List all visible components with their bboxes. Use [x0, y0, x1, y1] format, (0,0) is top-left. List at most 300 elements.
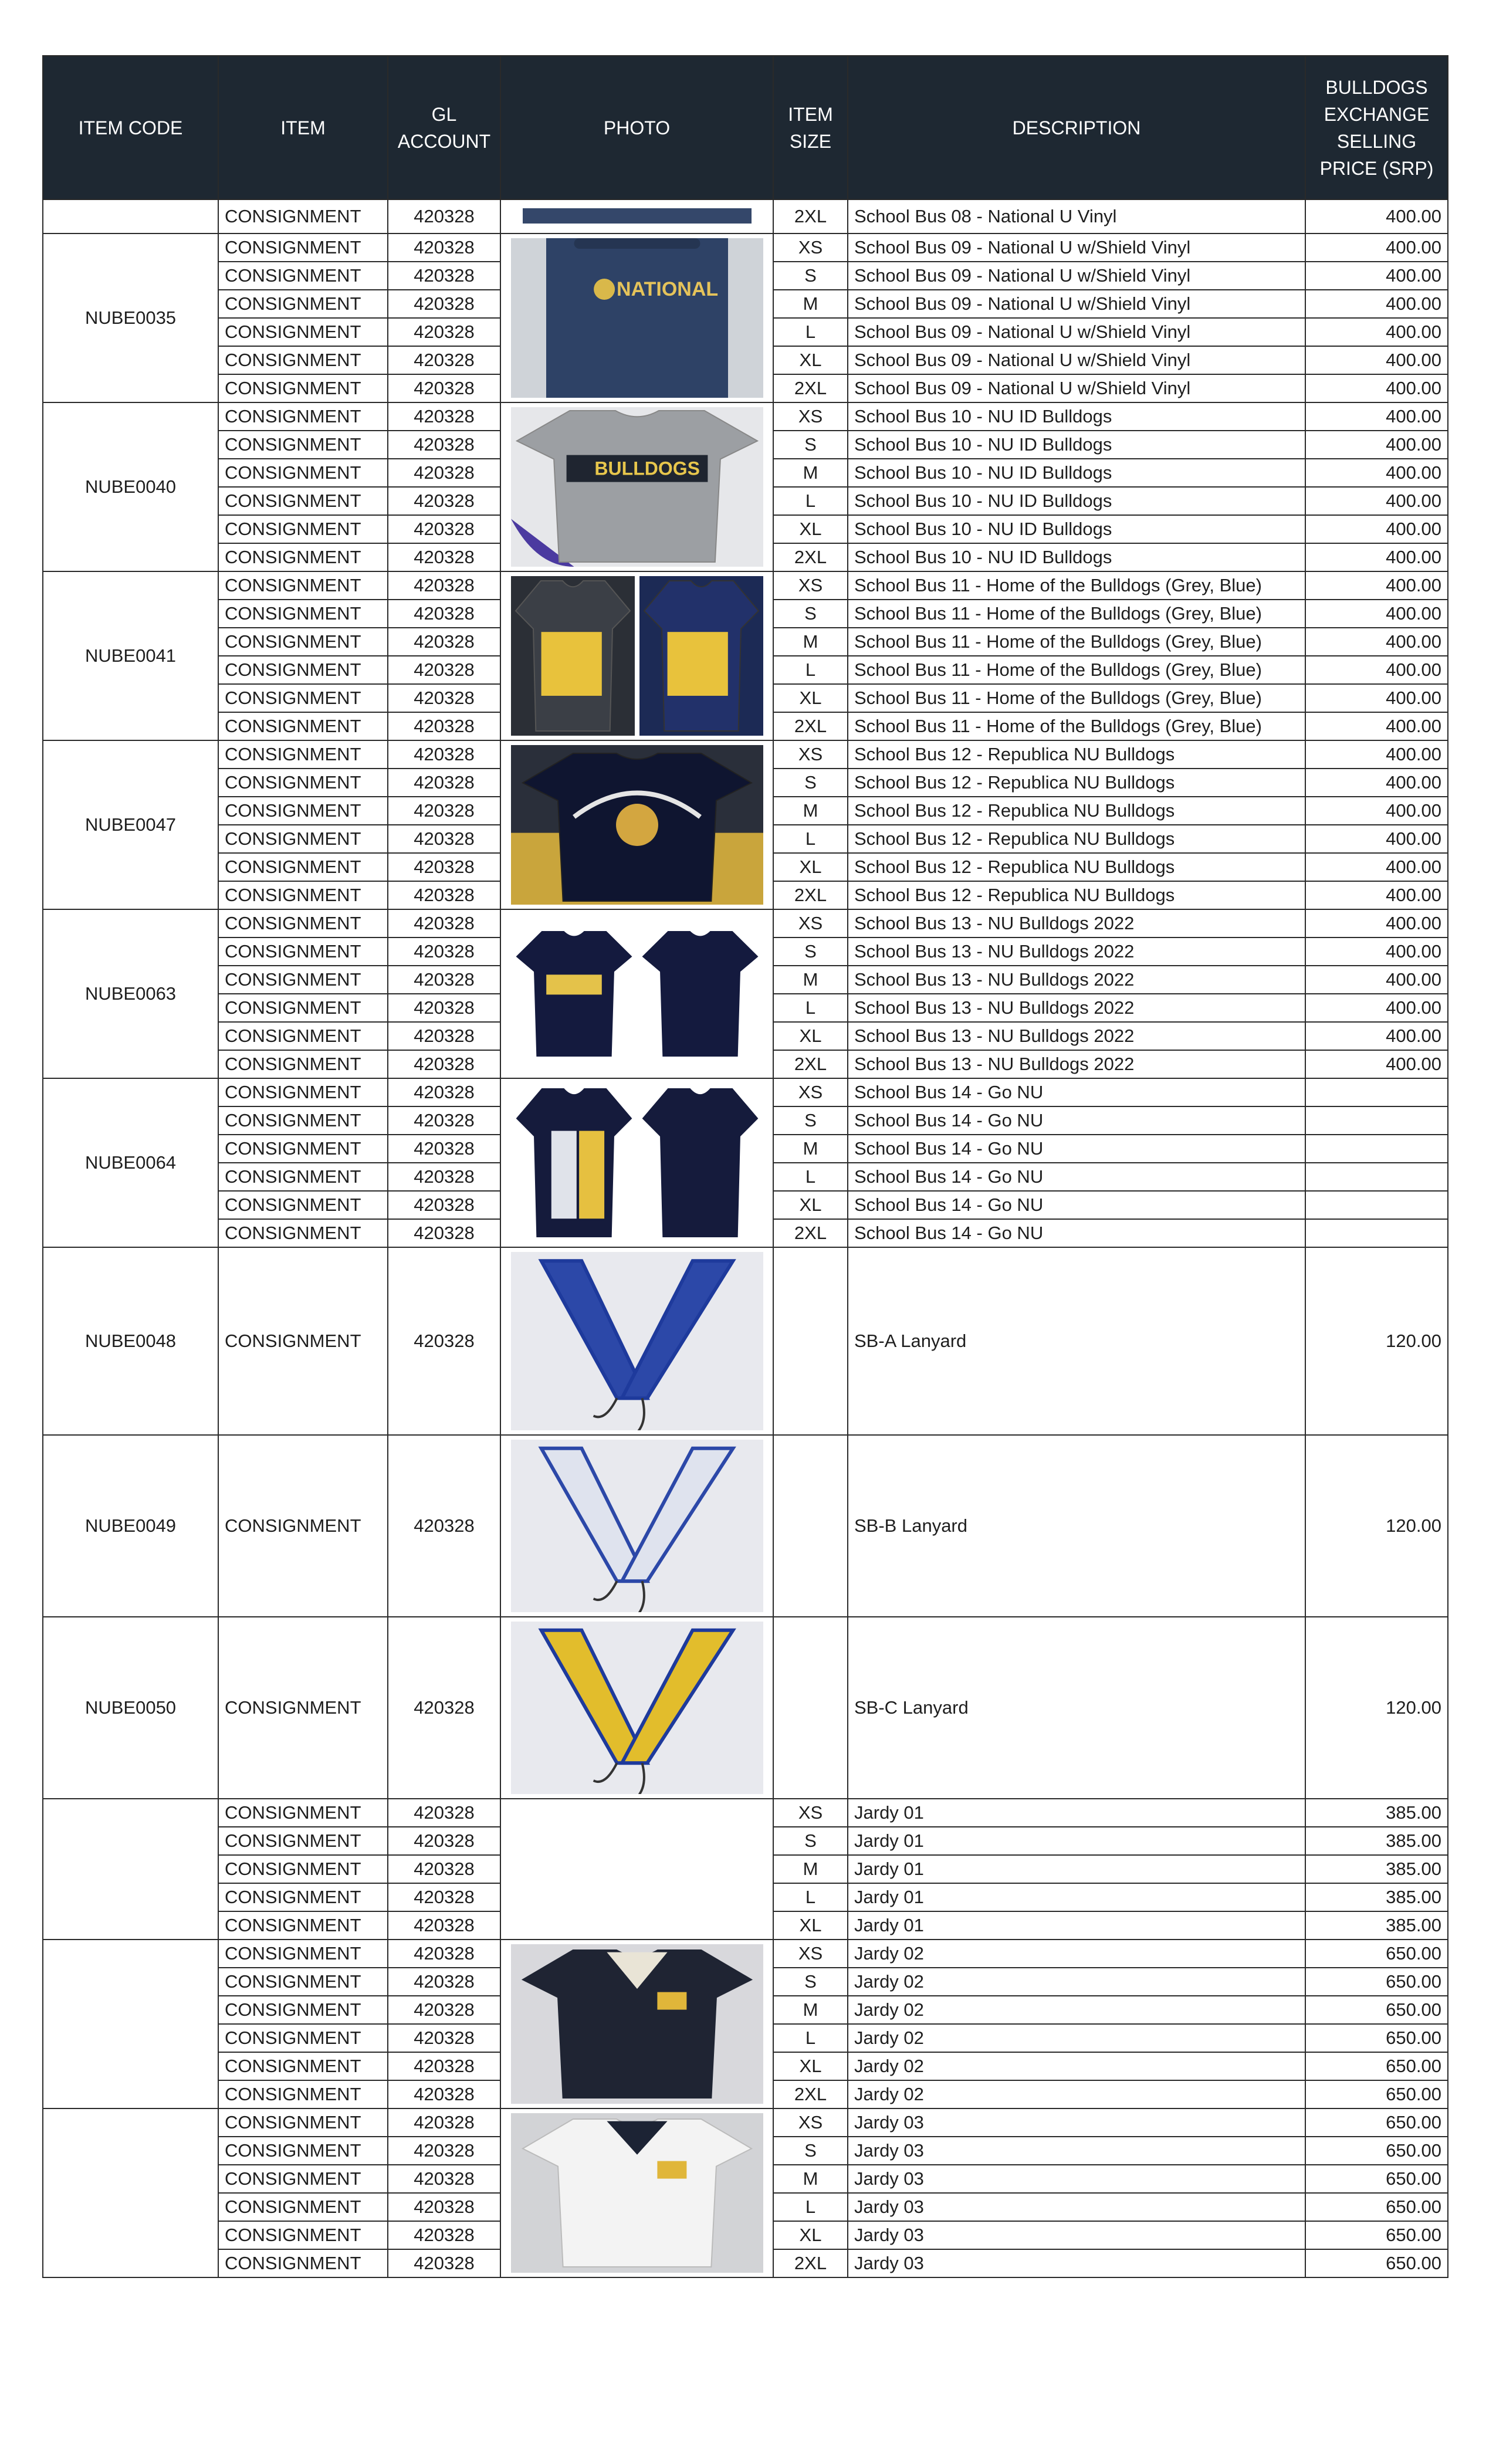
description-cell: School Bus 14 - Go NU — [848, 1163, 1305, 1191]
item-size-cell: S — [773, 600, 848, 628]
description-cell: Jardy 03 — [848, 2249, 1305, 2277]
table-row — [43, 1617, 1448, 1799]
photo-cell — [500, 1617, 773, 1799]
gl-account-cell: 420328 — [388, 2024, 500, 2052]
description-cell: School Bus 09 - National U w/Shield Vinyl — [848, 346, 1305, 374]
header-photo: PHOTO — [500, 56, 773, 199]
photo-cell — [500, 1799, 773, 1940]
gl-account-cell: 420328 — [388, 374, 500, 402]
description-cell: School Bus 13 - NU Bulldogs 2022 — [848, 966, 1305, 994]
gl-account-cell: 420328 — [388, 600, 500, 628]
item-cell: CONSIGNMENT — [218, 1163, 388, 1191]
gl-account-cell: 420328 — [388, 909, 500, 937]
item-size-cell: XS — [773, 1078, 848, 1106]
polo-navy-photo — [511, 1944, 763, 2104]
item-cell: CONSIGNMENT — [218, 712, 388, 740]
item-size-cell: 2XL — [773, 2080, 848, 2108]
item-cell: CONSIGNMENT — [218, 1996, 388, 2024]
item-cell: CONSIGNMENT — [218, 1135, 388, 1163]
gl-account-cell: 420328 — [388, 1940, 500, 1968]
price-cell: 385.00 — [1305, 1827, 1448, 1855]
description-cell: School Bus 14 - Go NU — [848, 1106, 1305, 1135]
item-cell: CONSIGNMENT — [218, 2024, 388, 2052]
gl-account-cell: 420328 — [388, 966, 500, 994]
item-cell: CONSIGNMENT — [218, 937, 388, 966]
item-cell: CONSIGNMENT — [218, 2080, 388, 2108]
shirt-home-of-bulldogs-photo — [511, 576, 763, 736]
price-cell: 400.00 — [1305, 712, 1448, 740]
description-cell: School Bus 11 - Home of the Bulldogs (Grey, Blue) — [848, 600, 1305, 628]
item-size-cell: L — [773, 825, 848, 853]
item-size-cell: M — [773, 1135, 848, 1163]
description-cell: School Bus 09 - National U w/Shield Vinyl — [848, 262, 1305, 290]
table-row — [43, 571, 1448, 600]
item-code-cell — [43, 1799, 218, 1940]
price-cell: 400.00 — [1305, 853, 1448, 881]
item-cell: CONSIGNMENT — [218, 1827, 388, 1855]
item-cell: CONSIGNMENT — [218, 1247, 388, 1435]
gl-account-cell: 420328 — [388, 2137, 500, 2165]
item-size-cell: 2XL — [773, 199, 848, 233]
item-cell: CONSIGNMENT — [218, 769, 388, 797]
gl-account-cell: 420328 — [388, 1219, 500, 1247]
table-row — [43, 233, 1448, 262]
item-cell: CONSIGNMENT — [218, 881, 388, 909]
item-size-cell: XS — [773, 909, 848, 937]
item-size-cell: S — [773, 1968, 848, 1996]
photo-cell — [500, 1247, 773, 1435]
item-size-cell: S — [773, 1827, 848, 1855]
gl-account-cell: 420328 — [388, 1911, 500, 1940]
item-code-cell: NUBE0063 — [43, 909, 218, 1078]
price-cell — [1305, 1106, 1448, 1135]
photo-cell — [500, 402, 773, 571]
price-cell: 400.00 — [1305, 966, 1448, 994]
description-cell: Jardy 02 — [848, 2024, 1305, 2052]
price-cell: 400.00 — [1305, 909, 1448, 937]
description-cell: School Bus 14 - Go NU — [848, 1219, 1305, 1247]
gl-account-cell: 420328 — [388, 1883, 500, 1911]
photo-cell — [500, 2108, 773, 2277]
description-cell: Jardy 01 — [848, 1827, 1305, 1855]
item-size-cell: XL — [773, 346, 848, 374]
gl-account-cell: 420328 — [388, 402, 500, 431]
shirt-bulldogs-2022-photo — [511, 914, 763, 1074]
gl-account-cell: 420328 — [388, 797, 500, 825]
item-cell: CONSIGNMENT — [218, 628, 388, 656]
price-cell: 650.00 — [1305, 1940, 1448, 1968]
item-cell: CONSIGNMENT — [218, 487, 388, 515]
item-size-cell: XS — [773, 233, 848, 262]
description-cell: School Bus 11 - Home of the Bulldogs (Grey, Blue) — [848, 712, 1305, 740]
price-cell: 400.00 — [1305, 797, 1448, 825]
table-row — [43, 1940, 1448, 1968]
price-cell — [1305, 1219, 1448, 1247]
description-cell: SB-C Lanyard — [848, 1617, 1305, 1799]
price-cell: 385.00 — [1305, 1855, 1448, 1883]
item-size-cell: XS — [773, 402, 848, 431]
price-cell: 650.00 — [1305, 2193, 1448, 2221]
item-cell: CONSIGNMENT — [218, 2052, 388, 2080]
item-cell: CONSIGNMENT — [218, 1617, 388, 1799]
gl-account-cell: 420328 — [388, 1855, 500, 1883]
description-cell: School Bus 10 - NU ID Bulldogs — [848, 515, 1305, 543]
item-cell: CONSIGNMENT — [218, 1022, 388, 1050]
item-cell: CONSIGNMENT — [218, 543, 388, 571]
item-size-cell: 2XL — [773, 1219, 848, 1247]
item-code-cell: NUBE0050 — [43, 1617, 218, 1799]
price-cell: 400.00 — [1305, 600, 1448, 628]
description-cell: Jardy 01 — [848, 1911, 1305, 1940]
gl-account-cell: 420328 — [388, 825, 500, 853]
item-size-cell: XL — [773, 1022, 848, 1050]
description-cell: Jardy 01 — [848, 1799, 1305, 1827]
table-row — [43, 1799, 1448, 1827]
description-cell: School Bus 09 - National U w/Shield Vinyl — [848, 374, 1305, 402]
gl-account-cell: 420328 — [388, 740, 500, 769]
item-cell: CONSIGNMENT — [218, 262, 388, 290]
item-code-cell — [43, 1940, 218, 2108]
item-size-cell: L — [773, 1883, 848, 1911]
price-cell: 400.00 — [1305, 318, 1448, 346]
price-cell: 400.00 — [1305, 262, 1448, 290]
price-cell: 650.00 — [1305, 2165, 1448, 2193]
price-cell: 385.00 — [1305, 1911, 1448, 1940]
photo-cell — [500, 909, 773, 1078]
description-cell: Jardy 02 — [848, 2080, 1305, 2108]
shirt-go-nu-photo — [511, 1083, 763, 1243]
item-size-cell — [773, 1247, 848, 1435]
item-code-cell: NUBE0048 — [43, 1247, 218, 1435]
description-cell: School Bus 11 - Home of the Bulldogs (Grey, Blue) — [848, 656, 1305, 684]
price-cell: 400.00 — [1305, 825, 1448, 853]
item-cell: CONSIGNMENT — [218, 459, 388, 487]
item-size-cell: XS — [773, 1940, 848, 1968]
description-cell: School Bus 09 - National U w/Shield Vinyl — [848, 318, 1305, 346]
description-cell: Jardy 01 — [848, 1855, 1305, 1883]
price-list-table — [42, 55, 1448, 2278]
price-cell: 400.00 — [1305, 233, 1448, 262]
description-cell: School Bus 13 - NU Bulldogs 2022 — [848, 994, 1305, 1022]
item-size-cell — [773, 1617, 848, 1799]
gl-account-cell: 420328 — [388, 994, 500, 1022]
price-cell: 385.00 — [1305, 1799, 1448, 1827]
header-srp: BULLDOGS EXCHANGE SELLING PRICE (SRP) — [1305, 56, 1448, 199]
item-size-cell: L — [773, 994, 848, 1022]
item-size-cell: M — [773, 459, 848, 487]
shirt-national-photo — [511, 238, 763, 398]
item-size-cell: XS — [773, 2108, 848, 2137]
gl-account-cell: 420328 — [388, 431, 500, 459]
item-cell: CONSIGNMENT — [218, 909, 388, 937]
price-cell: 400.00 — [1305, 487, 1448, 515]
item-cell: CONSIGNMENT — [218, 684, 388, 712]
table-row — [43, 1078, 1448, 1106]
gl-account-cell: 420328 — [388, 1996, 500, 2024]
shirt-republica-photo — [511, 745, 763, 905]
item-cell: CONSIGNMENT — [218, 2137, 388, 2165]
item-size-cell: L — [773, 656, 848, 684]
description-cell: Jardy 02 — [848, 1940, 1305, 1968]
description-cell: School Bus 11 - Home of the Bulldogs (Grey, Blue) — [848, 684, 1305, 712]
table-body — [43, 199, 1448, 2277]
price-cell: 650.00 — [1305, 2221, 1448, 2249]
photo-cell — [500, 1078, 773, 1247]
item-code-cell — [43, 2108, 218, 2277]
price-cell: 650.00 — [1305, 2052, 1448, 2080]
item-cell: CONSIGNMENT — [218, 1050, 388, 1078]
gl-account-cell: 420328 — [388, 346, 500, 374]
price-cell: 400.00 — [1305, 402, 1448, 431]
item-cell: CONSIGNMENT — [218, 966, 388, 994]
description-cell: School Bus 12 - Republica NU Bulldogs — [848, 797, 1305, 825]
gl-account-cell: 420328 — [388, 1247, 500, 1435]
gl-account-cell: 420328 — [388, 937, 500, 966]
gl-account-cell: 420328 — [388, 318, 500, 346]
description-cell: School Bus 10 - NU ID Bulldogs — [848, 543, 1305, 571]
shirt-grey-bulldogs-photo — [511, 407, 763, 567]
gl-account-cell: 420328 — [388, 199, 500, 233]
item-size-cell: 2XL — [773, 712, 848, 740]
item-cell: CONSIGNMENT — [218, 1883, 388, 1911]
gl-account-cell: 420328 — [388, 262, 500, 290]
gl-account-cell: 420328 — [388, 290, 500, 318]
gl-account-cell: 420328 — [388, 1968, 500, 1996]
gl-account-cell: 420328 — [388, 459, 500, 487]
gl-account-cell: 420328 — [388, 1799, 500, 1827]
photo-cell — [500, 740, 773, 909]
table-row — [43, 1435, 1448, 1617]
price-cell: 400.00 — [1305, 431, 1448, 459]
price-cell: 650.00 — [1305, 1996, 1448, 2024]
description-cell: Jardy 03 — [848, 2137, 1305, 2165]
item-cell: CONSIGNMENT — [218, 233, 388, 262]
gl-account-cell: 420328 — [388, 233, 500, 262]
item-size-cell: XL — [773, 515, 848, 543]
gl-account-cell: 420328 — [388, 656, 500, 684]
item-cell: CONSIGNMENT — [218, 740, 388, 769]
price-cell — [1305, 1191, 1448, 1219]
item-size-cell: M — [773, 290, 848, 318]
gl-account-cell: 420328 — [388, 2108, 500, 2137]
description-cell: School Bus 13 - NU Bulldogs 2022 — [848, 1050, 1305, 1078]
gl-account-cell: 420328 — [388, 571, 500, 600]
description-cell: School Bus 08 - National U Vinyl — [848, 199, 1305, 233]
description-cell: School Bus 13 - NU Bulldogs 2022 — [848, 909, 1305, 937]
item-code-cell — [43, 199, 218, 233]
bulldogs-print: BULLDOGS — [594, 458, 700, 479]
price-cell: 400.00 — [1305, 374, 1448, 402]
item-code-cell: NUBE0047 — [43, 740, 218, 909]
item-code-cell: NUBE0049 — [43, 1435, 218, 1617]
gl-account-cell: 420328 — [388, 1435, 500, 1617]
gl-account-cell: 420328 — [388, 1050, 500, 1078]
lanyard-a-photo — [511, 1252, 763, 1430]
item-cell: CONSIGNMENT — [218, 1799, 388, 1827]
item-cell: CONSIGNMENT — [218, 797, 388, 825]
description-cell: School Bus 13 - NU Bulldogs 2022 — [848, 1022, 1305, 1050]
item-cell: CONSIGNMENT — [218, 571, 388, 600]
table-row — [43, 1247, 1448, 1435]
price-cell — [1305, 1078, 1448, 1106]
item-size-cell: S — [773, 262, 848, 290]
item-size-cell: L — [773, 487, 848, 515]
item-cell: CONSIGNMENT — [218, 1911, 388, 1940]
price-cell: 400.00 — [1305, 937, 1448, 966]
table-row — [43, 909, 1448, 937]
item-size-cell: 2XL — [773, 1050, 848, 1078]
photo-cell — [500, 1435, 773, 1617]
item-size-cell: XL — [773, 2221, 848, 2249]
item-cell: CONSIGNMENT — [218, 825, 388, 853]
description-cell: Jardy 03 — [848, 2193, 1305, 2221]
gl-account-cell: 420328 — [388, 1191, 500, 1219]
price-cell: 400.00 — [1305, 1022, 1448, 1050]
gl-account-cell: 420328 — [388, 1827, 500, 1855]
header-item-code: ITEM CODE — [43, 56, 218, 199]
price-cell: 120.00 — [1305, 1435, 1448, 1617]
item-cell: CONSIGNMENT — [218, 290, 388, 318]
description-cell: School Bus 14 - Go NU — [848, 1135, 1305, 1163]
item-size-cell: L — [773, 318, 848, 346]
gl-account-cell: 420328 — [388, 2052, 500, 2080]
description-cell: School Bus 12 - Republica NU Bulldogs — [848, 825, 1305, 853]
description-cell: Jardy 02 — [848, 2052, 1305, 2080]
item-size-cell: 2XL — [773, 543, 848, 571]
item-size-cell: 2XL — [773, 374, 848, 402]
description-cell: School Bus 12 - Republica NU Bulldogs — [848, 740, 1305, 769]
item-code-cell: NUBE0041 — [43, 571, 218, 740]
item-cell: CONSIGNMENT — [218, 656, 388, 684]
item-code-cell: NUBE0064 — [43, 1078, 218, 1247]
price-cell: 385.00 — [1305, 1883, 1448, 1911]
price-cell: 650.00 — [1305, 2137, 1448, 2165]
item-cell: CONSIGNMENT — [218, 1219, 388, 1247]
price-cell: 400.00 — [1305, 290, 1448, 318]
photo-cell — [500, 233, 773, 402]
gl-account-cell: 420328 — [388, 543, 500, 571]
description-cell: School Bus 09 - National U w/Shield Vinyl — [848, 290, 1305, 318]
item-cell: CONSIGNMENT — [218, 199, 388, 233]
gl-account-cell: 420328 — [388, 2193, 500, 2221]
description-cell: School Bus 10 - NU ID Bulldogs — [848, 431, 1305, 459]
item-cell: CONSIGNMENT — [218, 994, 388, 1022]
price-list-sheet — [42, 55, 1447, 2278]
item-size-cell: 2XL — [773, 881, 848, 909]
header-item: ITEM — [218, 56, 388, 199]
item-code-cell: NUBE0035 — [43, 233, 218, 402]
gl-account-cell: 420328 — [388, 1078, 500, 1106]
item-cell: CONSIGNMENT — [218, 1968, 388, 1996]
gl-account-cell: 420328 — [388, 2221, 500, 2249]
item-size-cell: XL — [773, 684, 848, 712]
item-cell: CONSIGNMENT — [218, 1855, 388, 1883]
gl-account-cell: 420328 — [388, 1135, 500, 1163]
description-cell: Jardy 03 — [848, 2165, 1305, 2193]
gl-account-cell: 420328 — [388, 487, 500, 515]
description-cell: School Bus 10 - NU ID Bulldogs — [848, 459, 1305, 487]
description-cell: School Bus 11 - Home of the Bulldogs (Grey, Blue) — [848, 571, 1305, 600]
item-size-cell: XL — [773, 853, 848, 881]
price-cell: 400.00 — [1305, 1050, 1448, 1078]
price-cell: 400.00 — [1305, 346, 1448, 374]
item-size-cell: L — [773, 2024, 848, 2052]
item-cell: CONSIGNMENT — [218, 2249, 388, 2277]
description-cell: Jardy 03 — [848, 2221, 1305, 2249]
description-cell: School Bus 12 - Republica NU Bulldogs — [848, 853, 1305, 881]
description-cell: SB-A Lanyard — [848, 1247, 1305, 1435]
description-cell: School Bus 10 - NU ID Bulldogs — [848, 487, 1305, 515]
price-cell: 400.00 — [1305, 571, 1448, 600]
price-cell: 650.00 — [1305, 2024, 1448, 2052]
item-cell: CONSIGNMENT — [218, 600, 388, 628]
price-cell: 400.00 — [1305, 769, 1448, 797]
item-cell: CONSIGNMENT — [218, 374, 388, 402]
price-cell: 120.00 — [1305, 1617, 1448, 1799]
gl-account-cell: 420328 — [388, 769, 500, 797]
gl-account-cell: 420328 — [388, 2080, 500, 2108]
item-size-cell: M — [773, 628, 848, 656]
item-size-cell: M — [773, 1855, 848, 1883]
gl-account-cell: 420328 — [388, 1106, 500, 1135]
header-row — [43, 56, 1448, 199]
item-cell: CONSIGNMENT — [218, 1940, 388, 1968]
description-cell: School Bus 13 - NU Bulldogs 2022 — [848, 937, 1305, 966]
gl-account-cell: 420328 — [388, 1022, 500, 1050]
item-size-cell: S — [773, 769, 848, 797]
price-cell: 400.00 — [1305, 656, 1448, 684]
item-cell: CONSIGNMENT — [218, 2108, 388, 2137]
item-cell: CONSIGNMENT — [218, 515, 388, 543]
gl-account-cell: 420328 — [388, 515, 500, 543]
gl-account-cell: 420328 — [388, 1617, 500, 1799]
description-cell: School Bus 12 - Republica NU Bulldogs — [848, 881, 1305, 909]
header-gl-account: GL ACCOUNT — [388, 56, 500, 199]
description-cell: Jardy 02 — [848, 1968, 1305, 1996]
price-cell: 650.00 — [1305, 1968, 1448, 1996]
header-description: DESCRIPTION — [848, 56, 1305, 199]
table-row — [43, 740, 1448, 769]
photo-cell — [500, 1940, 773, 2108]
description-cell: School Bus 14 - Go NU — [848, 1078, 1305, 1106]
item-size-cell: S — [773, 2137, 848, 2165]
item-cell: CONSIGNMENT — [218, 2165, 388, 2193]
item-code-cell: NUBE0040 — [43, 402, 218, 571]
item-size-cell: L — [773, 2193, 848, 2221]
description-cell: SB-B Lanyard — [848, 1435, 1305, 1617]
item-cell: CONSIGNMENT — [218, 853, 388, 881]
item-cell: CONSIGNMENT — [218, 431, 388, 459]
gl-account-cell: 420328 — [388, 1163, 500, 1191]
photo-cell — [500, 199, 773, 233]
item-size-cell: L — [773, 1163, 848, 1191]
price-cell: 120.00 — [1305, 1247, 1448, 1435]
item-cell: CONSIGNMENT — [218, 2221, 388, 2249]
item-size-cell — [773, 1435, 848, 1617]
price-cell: 650.00 — [1305, 2080, 1448, 2108]
gl-account-cell: 420328 — [388, 2249, 500, 2277]
item-size-cell: S — [773, 431, 848, 459]
gl-account-cell: 420328 — [388, 628, 500, 656]
description-cell: School Bus 10 - NU ID Bulldogs — [848, 402, 1305, 431]
price-cell: 650.00 — [1305, 2249, 1448, 2277]
price-cell: 400.00 — [1305, 740, 1448, 769]
gl-account-cell: 420328 — [388, 853, 500, 881]
price-cell: 400.00 — [1305, 515, 1448, 543]
price-cell: 400.00 — [1305, 994, 1448, 1022]
item-size-cell: S — [773, 937, 848, 966]
description-cell: Jardy 02 — [848, 1996, 1305, 2024]
